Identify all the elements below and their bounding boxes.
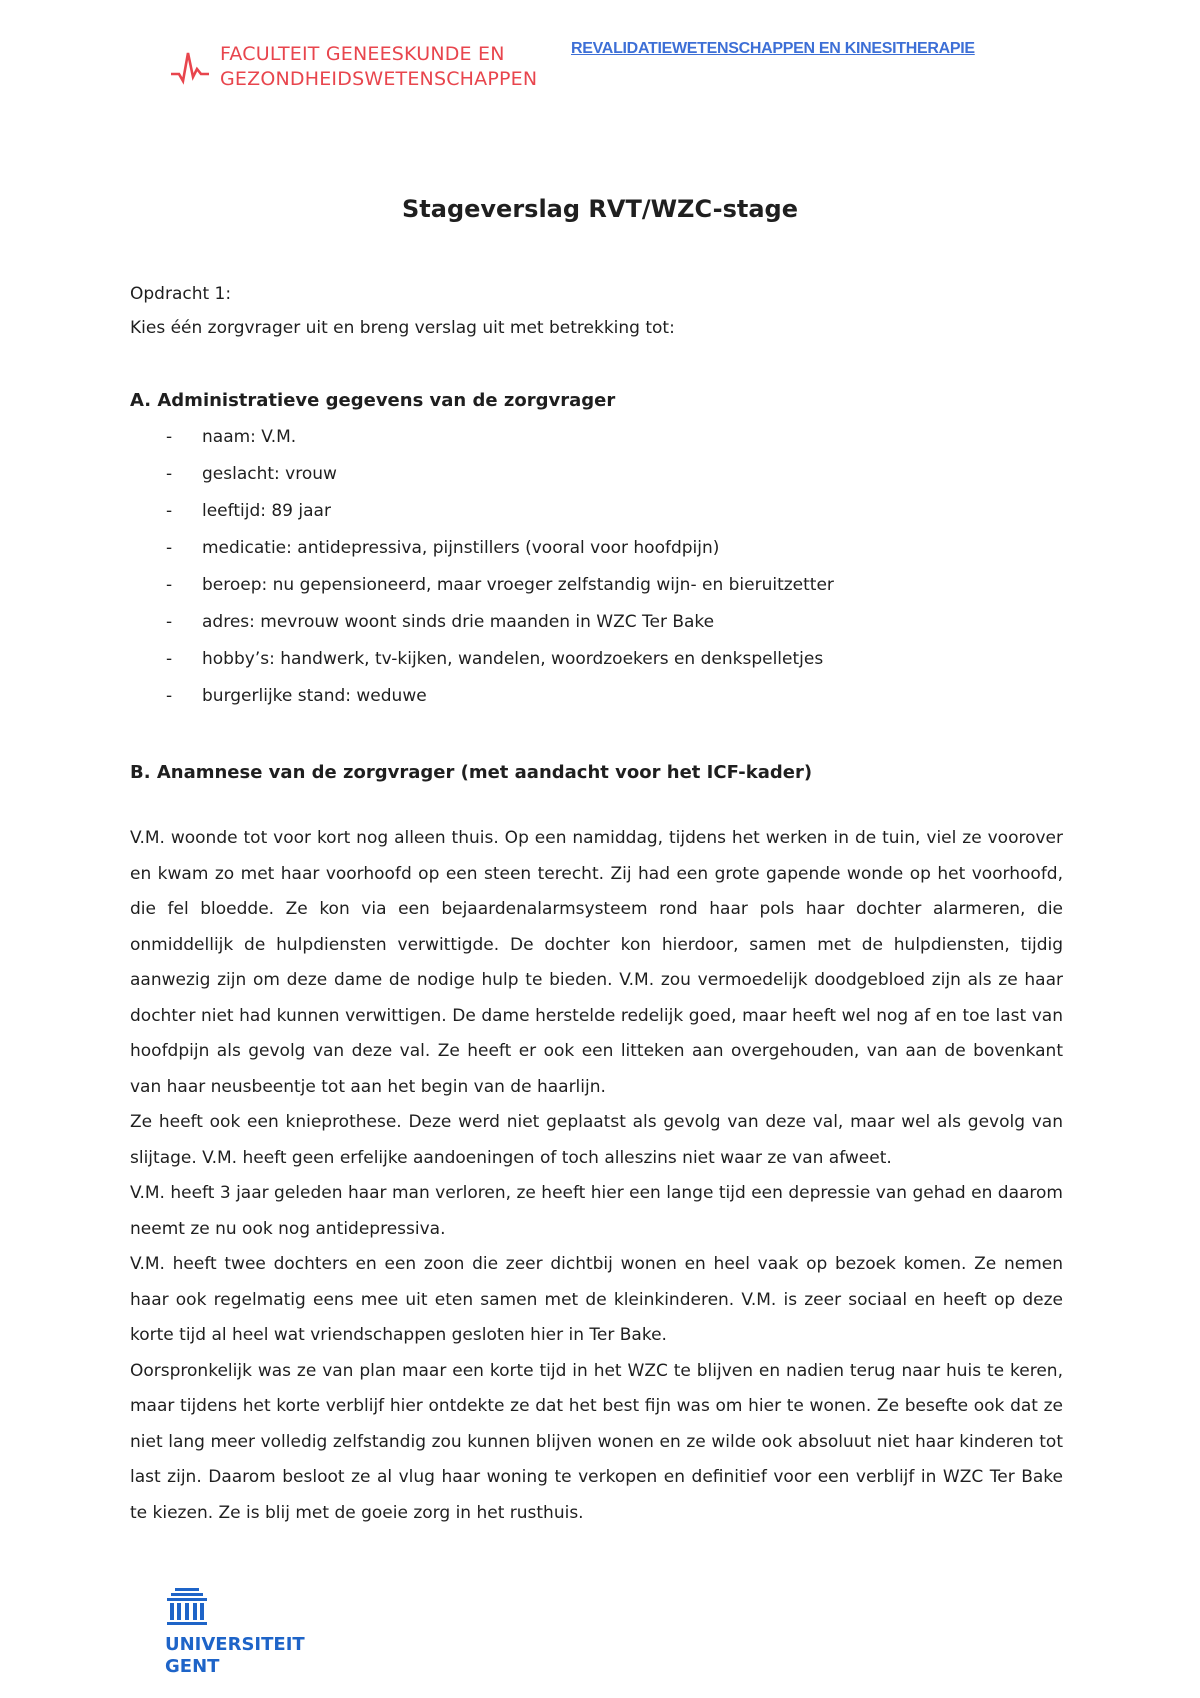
list-item xyxy=(130,493,1063,530)
section-a xyxy=(130,390,1063,715)
list-item xyxy=(130,678,1063,715)
paragraph: Ze heeft ook een knieprothese. Deze werd niet geplaatst als gevolg van deze val, maar wel als gevolg van slijtage. V.M. heeft geen erfelijke aandoeningen of toch alleszins niet waar ze van afweet. xyxy=(130,1112,1063,1168)
list-item-text: burgerlijke stand: weduwe xyxy=(202,686,427,706)
list-item-text: adres: mevrouw woont sinds drie maanden in WZC Ter Bake xyxy=(202,612,715,632)
paragraph: V.M. heeft 3 jaar geleden haar man verloren, ze heeft hier een lange tijd een depressie van gehad en daarom neemt ze nu ook nog antidepressiva. xyxy=(130,1183,1063,1239)
list-item-text: beroep: nu gepensioneerd, maar vroeger zelfstandig wijn- en bieruitzetter xyxy=(202,575,834,595)
faculty-name-line-1: FACULTEIT GENEESKUNDE EN xyxy=(220,43,505,65)
university-name xyxy=(165,1634,305,1678)
anamnesis-text xyxy=(130,821,1063,1531)
paragraph: V.M. woonde tot voor kort nog alleen thuis. Op een namiddag, tijdens het werken in de tuin, viel ze voorover en kwam zo met haar voorhoofd op een steen terecht. Zij had een grote gapende wonde op het voorhoofd, die fel bloedde. Ze kon via een bejaardenalarmsysteem rond haar pols haar dochter alarmeren, die onmiddellijk de hulpdiensten verwittigde. De dochter kon hierdoor, samen met de hulpdiensten, tijdig aanwezig zijn om deze dame de nodige hulp te bieden. V.M. zou vermoedelijk doodgebloed zijn als ze haar dochter niet had kunnen verwittigen. De dame herstelde redelijk goed, maar heeft wel nog af en toe last van hoofdpijn als gevolg van deze val. Ze heeft er ook een litteken aan overgehouden, van aan de bovenkant van haar neusbeentje tot aan het begin van de haarlijn. xyxy=(130,828,1063,1097)
paragraph: Oorspronkelijk was ze van plan maar een korte tijd in het WZC te blijven en nadien terug naar huis te keren, maar tijdens het korte verblijf hier ontdekte ze dat het best fijn was om hier te wonen. Ze besefte ook dat ze niet lang meer volledig zelfstandig zou kunnen blijven wonen en ze wilde ook absoluut niet haar kinderen tot last zijn. Daarom besloot ze al vlug haar woning te verkopen en definitief voor een verblijf in WZC Ter Bake te kiezen. Ze is blij met de goeie zorg in het rusthuis. xyxy=(130,1360,1063,1523)
building-columns-icon xyxy=(166,1588,208,1628)
list-item xyxy=(130,641,1063,678)
list-item xyxy=(130,604,1063,641)
list-dash: - xyxy=(166,464,173,484)
list-dash: - xyxy=(166,686,173,706)
section-b-heading: B. Anamnese van de zorgvrager (met aandacht voor het ICF-kader) xyxy=(130,762,813,783)
faculty-name xyxy=(220,42,537,92)
list-item-text: leeftijd: 89 jaar xyxy=(202,501,331,521)
list-item-text: hobby’s: handwerk, tv-kijken, wandelen, woordzoekers en denkspelletjes xyxy=(202,649,824,669)
list-item xyxy=(130,567,1063,604)
details-list xyxy=(130,419,1063,715)
university-name-line-1: UNIVERSITEIT xyxy=(165,1634,305,1655)
assignment-text: Kies één zorgvrager uit en breng verslag uit met betrekking tot: xyxy=(130,318,675,338)
list-item xyxy=(130,456,1063,493)
list-item-text: medicatie: antidepressiva, pijnstillers (vooral voor hoofdpijn) xyxy=(202,538,720,558)
faculty-name-line-2: GEZONDHEIDSWETENSCHAPPEN xyxy=(220,68,538,90)
university-name-line-2: GENT xyxy=(165,1656,220,1677)
section-a-heading: A. Administratieve gegevens van de zorgvrager xyxy=(130,390,616,411)
document-title: Stageverslag RVT/WZC-stage xyxy=(401,195,798,223)
assignment-label: Opdracht 1: xyxy=(130,284,232,304)
list-dash: - xyxy=(166,538,173,558)
list-item-text: geslacht: vrouw xyxy=(202,464,337,484)
list-item-text: naam: V.M. xyxy=(202,427,297,447)
list-dash: - xyxy=(166,612,173,632)
department-link[interactable]: REVALIDATIEWETENSCHAPPEN EN KINESITHERAPIE xyxy=(571,40,975,57)
paragraph: V.M. heeft twee dochters en een zoon die zeer dichtbij wonen en heel vaak op bezoek komen. Ze nemen haar ook regelmatig eens mee uit eten samen met de kleinkinderen. V.M. is zeer sociaal en heeft op deze korte tijd al heel wat vriendschappen gesloten hier in Ter Bake. xyxy=(130,1254,1063,1345)
list-item xyxy=(130,419,1063,456)
faculty-logo xyxy=(170,42,537,92)
list-dash: - xyxy=(166,501,173,521)
section-b xyxy=(130,762,1063,1531)
list-dash: - xyxy=(166,649,173,669)
list-item xyxy=(130,530,1063,567)
list-dash: - xyxy=(166,427,173,447)
assignment-block xyxy=(130,277,1063,345)
list-dash: - xyxy=(166,575,173,595)
university-logo xyxy=(165,1588,305,1678)
heartbeat-line-icon xyxy=(170,47,210,87)
